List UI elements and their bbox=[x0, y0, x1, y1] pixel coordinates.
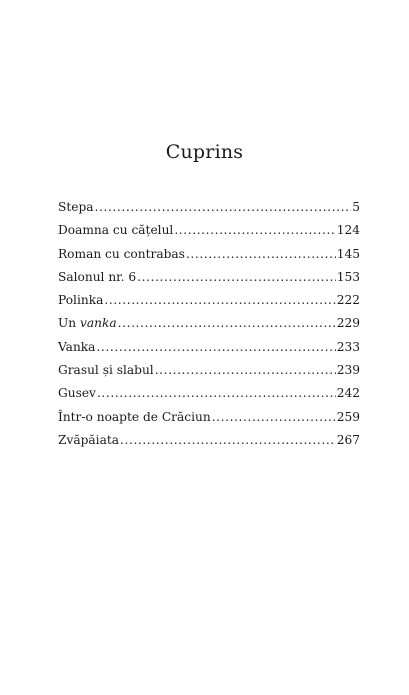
toc-entry-title: Roman cu contrabas bbox=[58, 246, 185, 261]
toc-dot-leader bbox=[186, 245, 336, 263]
toc-dot-leader bbox=[120, 431, 336, 449]
toc-entry-page: 124 bbox=[336, 223, 360, 238]
toc-entry bbox=[58, 198, 360, 221]
toc-dot-leader bbox=[137, 268, 336, 286]
toc-dot-leader bbox=[95, 198, 352, 216]
page-title: Cuprins bbox=[165, 141, 244, 163]
toc-dot-leader bbox=[104, 291, 335, 309]
toc-entry-page: 5 bbox=[352, 200, 360, 214]
toc-entry bbox=[58, 268, 360, 291]
toc-entry bbox=[58, 361, 360, 384]
toc-entry bbox=[58, 314, 360, 337]
toc-entry-title: Doamna cu cățelul bbox=[58, 223, 174, 238]
toc-entry-title: Zvăpăiata bbox=[58, 432, 120, 447]
toc-entry-page: 229 bbox=[336, 316, 360, 331]
toc-entry bbox=[58, 245, 360, 268]
toc-entry-page: 153 bbox=[336, 269, 360, 284]
toc-entry-title: Stepa bbox=[58, 200, 94, 214]
toc-entry bbox=[58, 338, 360, 361]
toc-dot-leader bbox=[118, 314, 336, 332]
toc-entry-page: 222 bbox=[336, 293, 360, 308]
toc-entry bbox=[58, 408, 360, 431]
toc-entry bbox=[58, 384, 360, 407]
toc-entry-page: 259 bbox=[336, 409, 360, 424]
toc-dot-leader bbox=[212, 408, 336, 426]
toc-entry-title: Grasul și slabul bbox=[58, 363, 154, 378]
toc-entry-title: Un vanka bbox=[58, 316, 117, 331]
toc-entry-page: 239 bbox=[336, 363, 360, 378]
toc-entry-title: Salonul nr. 6 bbox=[58, 269, 137, 284]
toc-entry-page: 242 bbox=[336, 386, 360, 401]
toc-entry-title: Vanka bbox=[58, 339, 96, 354]
toc-dot-leader bbox=[96, 338, 335, 356]
toc-dot-leader bbox=[155, 361, 336, 379]
toc-entry bbox=[58, 221, 360, 244]
toc-entry-page: 145 bbox=[336, 246, 360, 261]
toc-entry-title: Gusev bbox=[58, 386, 96, 401]
table-of-contents bbox=[58, 198, 360, 454]
toc-dot-leader bbox=[174, 221, 335, 239]
toc-entry-title: Polinka bbox=[58, 293, 104, 308]
toc-entry-title: Într-o noapte de Crăciun bbox=[58, 409, 211, 424]
toc-dot-leader bbox=[97, 384, 336, 402]
toc-entry-page: 267 bbox=[336, 432, 360, 447]
toc-entry bbox=[58, 291, 360, 314]
toc-entry-page: 233 bbox=[336, 339, 360, 354]
toc-entry bbox=[58, 431, 360, 454]
